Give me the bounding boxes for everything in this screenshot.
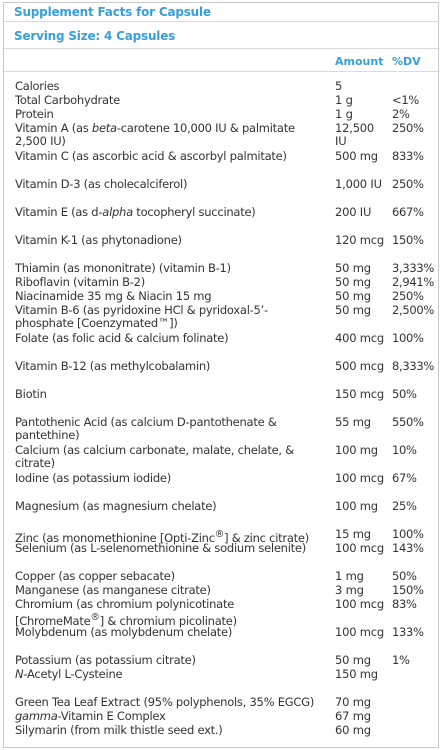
nutrient-amount: 100 mcg	[335, 541, 385, 555]
nutrient-name: Molybdenum (as molybdenum chelate)	[15, 625, 233, 639]
nutrient-amount: 55 mg	[335, 415, 371, 429]
nutrient-name: Riboflavin (vitamin B-2)	[15, 275, 145, 289]
nutrient-amount: 400 mcg	[335, 331, 385, 345]
nutrient-daily-value: 250%	[392, 289, 424, 303]
supplement-facts-panel	[3, 2, 439, 748]
nutrient-amount: 70 mg	[335, 695, 371, 709]
nutrient-name: Total Carbohydrate	[15, 93, 120, 107]
nutrient-name: Copper (as copper sebacate)	[15, 569, 175, 583]
nutrient-amount: 1 mg	[335, 569, 364, 583]
nutrient-name: Calories	[15, 79, 60, 93]
nutrient-daily-value: 67%	[392, 471, 417, 485]
nutrient-name: Vitamin A (as beta-carotene 10,000 IU & palmitate 2,500 IU)	[15, 121, 295, 149]
nutrient-amount: 50 mg	[335, 289, 371, 303]
nutrient-amount: 1 g	[335, 107, 353, 121]
nutrient-name: Potassium (as potassium citrate)	[15, 653, 196, 667]
dv-column-header: %DV	[392, 55, 421, 68]
nutrient-daily-value: 250%	[392, 121, 424, 135]
nutrient-daily-value: 2,941%	[392, 275, 435, 289]
nutrient-amount: 5	[335, 79, 343, 93]
nutrient-name: Protein	[15, 107, 54, 121]
nutrient-table	[4, 3, 438, 747]
nutrient-name: Vitamin D-3 (as cholecalciferol)	[15, 177, 188, 191]
nutrient-name: Vitamin B-6 (as pyridoxine HCl & pyridoxal-5’-phosphate [Coenzymated™])	[15, 303, 268, 331]
nutrient-amount: 1,000 IU	[335, 177, 382, 191]
nutrient-name: Calcium (as calcium carbonate, malate, chelate, & citrate)	[15, 443, 294, 471]
nutrient-amount: 500 mg	[335, 149, 378, 163]
nutrient-name: Niacinamide 35 mg & Niacin 15 mg	[15, 289, 212, 303]
nutrient-daily-value: 83%	[392, 597, 417, 611]
nutrient-name: Pantothenic Acid (as calcium D-pantothenate & pantethine)	[15, 415, 277, 443]
nutrient-amount: 100 mcg	[335, 597, 385, 611]
nutrient-name: Manganese (as manganese citrate)	[15, 583, 211, 597]
nutrient-daily-value: 100%	[392, 331, 424, 345]
nutrient-name: Biotin	[15, 387, 47, 401]
nutrient-name: Vitamin E (as d-alpha tocopheryl succinate)	[15, 205, 256, 219]
nutrient-amount: 50 mg	[335, 303, 371, 317]
nutrient-name: Chromium (as chromium polynicotinate [ChromeMate®] & chromium picolinate)	[15, 597, 237, 629]
nutrient-name: Vitamin B-12 (as methylcobalamin)	[15, 359, 211, 373]
nutrient-daily-value: 100%	[392, 527, 424, 541]
nutrient-amount: 100 mg	[335, 443, 378, 457]
nutrient-daily-value: 2,500%	[392, 303, 435, 317]
nutrient-daily-value: <1%	[392, 93, 419, 107]
nutrient-amount: 15 mg	[335, 527, 371, 541]
nutrient-daily-value: 2%	[392, 107, 410, 121]
nutrient-amount: 50 mg	[335, 653, 371, 667]
nutrient-daily-value: 833%	[392, 149, 424, 163]
nutrient-daily-value: 50%	[392, 387, 417, 401]
nutrient-amount: 150 mcg	[335, 387, 385, 401]
nutrient-name: Iodine (as potassium iodide)	[15, 471, 171, 485]
nutrient-amount: 100 mcg	[335, 625, 385, 639]
nutrient-amount: 120 mcg	[335, 233, 385, 247]
nutrient-amount: 50 mg	[335, 275, 371, 289]
nutrient-name: gamma-Vitamin E Complex	[15, 709, 166, 723]
nutrient-daily-value: 667%	[392, 205, 424, 219]
nutrient-name: Selenium (as L-selenomethionine & sodium selenite)	[15, 541, 306, 555]
nutrient-amount: 100 mcg	[335, 471, 385, 485]
nutrient-name: N-Acetyl L-Cysteine	[15, 667, 123, 681]
nutrient-daily-value: 50%	[392, 569, 417, 583]
panel-title: Supplement Facts for Capsule	[14, 5, 211, 19]
nutrient-name: Vitamin K-1 (as phytonadione)	[15, 233, 182, 247]
nutrient-amount: 3 mg	[335, 583, 364, 597]
nutrient-daily-value: 550%	[392, 415, 424, 429]
nutrient-daily-value: 150%	[392, 583, 424, 597]
nutrient-daily-value: 1%	[392, 653, 410, 667]
nutrient-name: Thiamin (as mononitrate) (vitamin B-1)	[15, 261, 231, 275]
nutrient-daily-value: 143%	[392, 541, 424, 555]
nutrient-daily-value: 25%	[392, 499, 417, 513]
nutrient-amount: 200 IU	[335, 205, 372, 219]
nutrient-amount: 1 g	[335, 93, 353, 107]
nutrient-daily-value: 150%	[392, 233, 424, 247]
nutrient-amount: 60 mg	[335, 723, 371, 737]
nutrient-amount: 100 mg	[335, 499, 378, 513]
nutrient-daily-value: 133%	[392, 625, 424, 639]
nutrient-daily-value: 3,333%	[392, 261, 435, 275]
nutrient-amount: 67 mg	[335, 709, 371, 723]
nutrient-amount: 50 mg	[335, 261, 371, 275]
nutrient-name: Magnesium (as magnesium chelate)	[15, 499, 217, 513]
nutrient-name: Vitamin C (as ascorbic acid & ascorbyl palmitate)	[15, 149, 287, 163]
serving-size: Serving Size: 4 Capsules	[14, 29, 176, 43]
nutrient-name: Green Tea Leaf Extract (95% polyphenols, 35% EGCG)	[15, 695, 315, 709]
nutrient-daily-value: 250%	[392, 177, 424, 191]
nutrient-name: Silymarin (from milk thistle seed ext.)	[15, 723, 223, 737]
amount-column-header: Amount	[335, 55, 384, 68]
nutrient-daily-value: 10%	[392, 443, 417, 457]
nutrient-daily-value: 8,333%	[392, 359, 435, 373]
nutrient-amount: 500 mcg	[335, 359, 385, 373]
nutrient-amount: 12,500 IU	[335, 121, 375, 149]
nutrient-name: Zinc (as monomethionine [Opti-Zinc®] & zinc citrate)	[15, 529, 309, 545]
nutrient-amount: 150 mg	[335, 667, 378, 681]
nutrient-name: Folate (as folic acid & calcium folinate)	[15, 331, 229, 345]
